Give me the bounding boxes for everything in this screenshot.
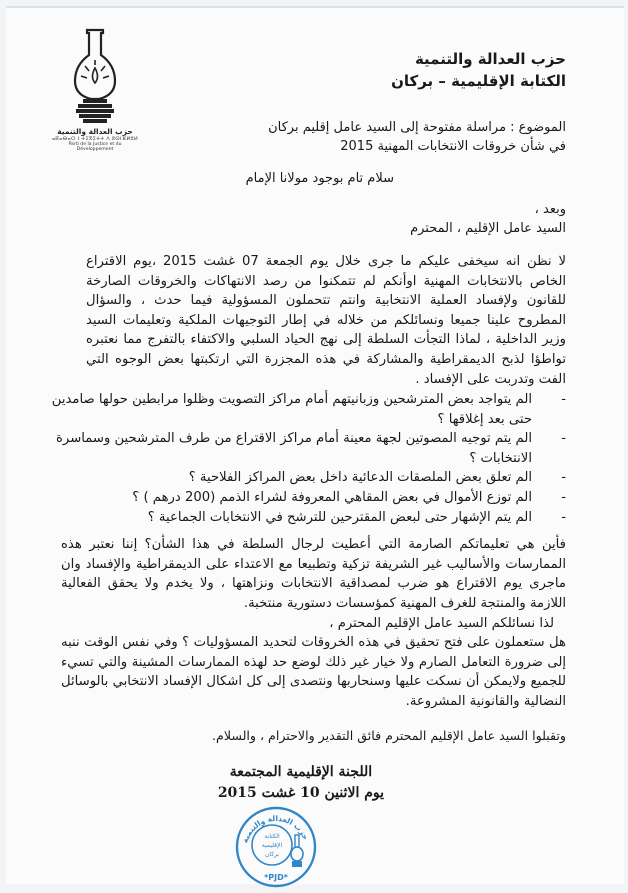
salutation-line-1: وبعد ، (534, 202, 566, 217)
official-stamp (234, 805, 318, 889)
signature-block (218, 762, 384, 804)
office-name: الكتابة الإقليمية – بركان (391, 72, 566, 90)
logo-name-amazigh: ⴰⴽⴰⴱⴰⵔ ⵏ ⵜⵉⴳⵉⵜⵜ ⴷ ⵓⵙⵏⴼⵍⵓⵍ (51, 136, 139, 142)
closing-line: وتقبلوا السيد عامل الإقليم المحترم فائق التقدير والاحترام ، والسلام. (212, 728, 566, 743)
paragraph-4: هل ستعملون على فتح تحقيق في هذه الخروقات لتحديد المسؤوليات ؟ وفي نفس الوقت ننبه إلى ضرورة التعامل الصارم ولا خيار غير ذلك لوضع حد لهذه الممارسات المشينة والتي تسيء للجميع ولايمكن أن نسكت عليها وسنحاربها ونتصدى إلى كل اشكال الإفساد الانتخابي بالوسائل النضالية والقانونية المشروعة. (61, 635, 566, 709)
stamp-inner-2: الإقليمية (261, 842, 283, 849)
stamp-inner-1: الكتابة (264, 833, 280, 840)
question-item: - الم يتواجد بعض المترشحين وزبانيتهم أمام مراكز التصويت وظلوا مرابطين حولها صامدين حتى بعد إغلاقها ؟ (46, 390, 566, 429)
paragraph-3-lead: لذا نسائلكم السيد عامل الإقليم المحترم ، (329, 616, 554, 631)
greeting: سلام تام بوجود مولانا الإمام (245, 171, 394, 186)
stamp-lantern-icon (291, 835, 303, 867)
salutation-line-2: السيد عامل الإقليم ، المحترم (410, 221, 566, 236)
stamp-outer-text: حزب العدالة والتنمية (240, 813, 311, 845)
lantern-icon (60, 26, 130, 126)
question-item: - الم توزع الأموال في بعض المقاهي المعروفة لشراء الذمم (200 درهم ) ؟ (46, 488, 566, 508)
signature-committee: اللجنة الإقليمية المجتمعة (229, 764, 373, 780)
subject-line-1: الموضوع : مراسلة مفتوحة إلى السيد عامل إقليم بركان (268, 120, 566, 135)
salutation (410, 200, 566, 238)
letter-page (6, 6, 624, 884)
subject-line-2: في شأن خروقات الانتخابات المهنية 2015 (340, 139, 566, 154)
questions-list (46, 390, 566, 527)
logo-name-french: Parti de la Justice et du Développement (68, 142, 122, 152)
question-item: - الم يتم الإشهار حتى لبعض المقترحين للترشح في الانتخابات الجماعية ؟ (46, 508, 566, 528)
stamp-inner-3: بركان (264, 851, 280, 858)
party-logo (50, 26, 140, 176)
stamp-abbr: *PJD* (264, 873, 288, 882)
party-name: حزب العدالة والتنمية (414, 50, 566, 68)
paragraph-2: فأين هي تعليماتكم الصارمة التي أعطيت لرجال السلطة في هذا الشأن؟ إننا نعتبر هذه الممارسات والأساليب غير الشريفة تزكية وتطبيعا مع الاعتداء على الديمقراطية والإفساد وان ماجرى يوم الاقتراع هو ضرب لمصداقية الانتخابات ونزاهتها ، ولا يخدم ولا يحقق الفعالية اللازمة والمنتجة للغرف المهنية كمؤسسات دستورية منتخبة. (61, 537, 566, 611)
question-item: - الم تعلق بعض الملصقات الدعائية داخل بعض المراكز الفلاحية ؟ (46, 468, 566, 488)
letterhead (391, 48, 566, 92)
paragraph-3 (36, 614, 566, 634)
subject-block (268, 118, 566, 156)
stamp-icon (234, 805, 318, 889)
signature-date: يوم الاثنين 10 غشت 2015 (217, 785, 384, 801)
logo-name-arabic: حزب العدالة والتنمية (57, 127, 133, 136)
question-item: - الم يتم توجيه المصوتين لجهة معينة أمام مراكز الاقتراع من طرف المترشحين وسماسرة الانتخابات ؟ (46, 429, 566, 468)
paragraph-1: لا نظن انه سيخفى عليكم ما جرى خلال يوم الجمعة 07 غشت 2015 ،يوم الاقتراع الخاص بالانتخابات المهنية اوأنكم لم تتمكنوا من رصد الانتهاكات والخروقات الصارخة للقانون ولإفساد العملية الانتخابية وانتم تتحملون المسؤولية فيما حدث ، والسؤال المطروح علينا جميعا ونسائلكم من خلاله في إطار التوجيهات الملكية وتعليمات السيد وزير الداخلية ، لماذا التجأت السلطة إلى نهج الحياد السلبي والاكتفاء بالتفرج مما نعتبره تواطؤا لذبح الديمقراطية والمشاركة في هذه المجزرة التي ارتكبتها بعض الوجوه التي الفت وتدربت على الإفساد . (86, 254, 566, 387)
